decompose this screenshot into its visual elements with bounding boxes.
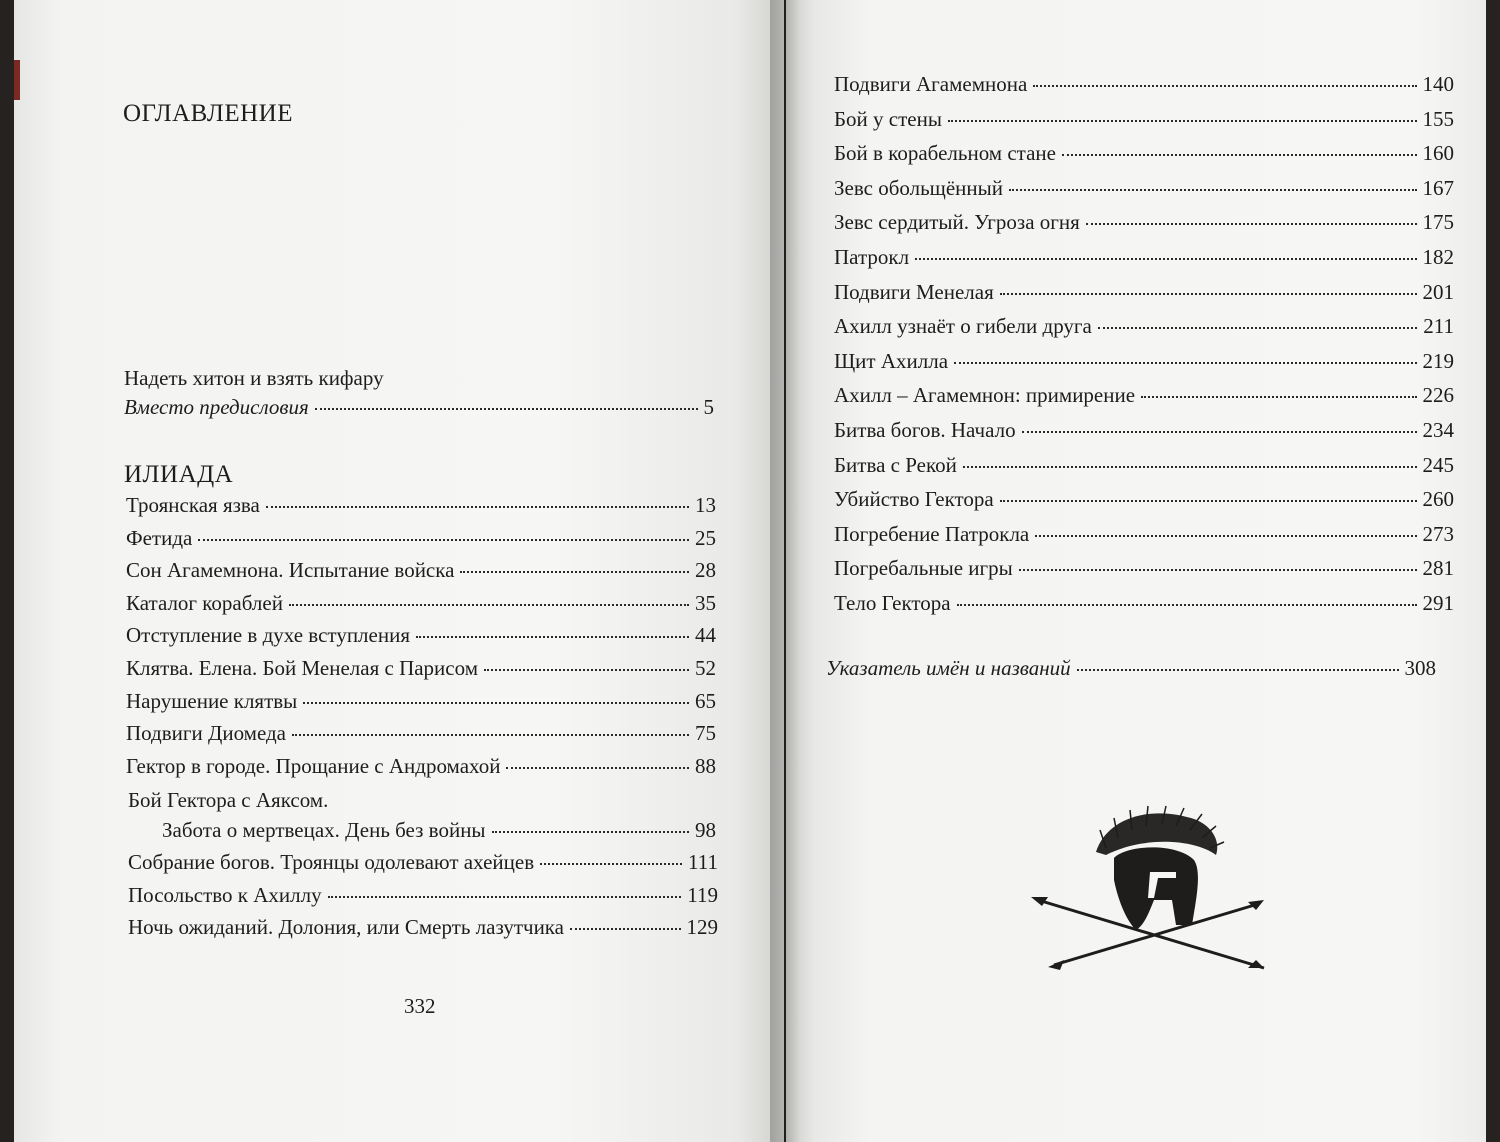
toc-entry-page: 245 bbox=[1422, 452, 1454, 477]
toc-entry-page: 273 bbox=[1422, 521, 1454, 546]
right-page bbox=[786, 0, 1486, 1142]
dot-leader bbox=[1086, 223, 1417, 225]
toc-entry bbox=[126, 721, 716, 746]
dot-leader bbox=[303, 702, 689, 704]
toc-entry bbox=[126, 526, 716, 551]
toc-entry-title: Забота о мертвецах. День без войны bbox=[162, 818, 486, 842]
dot-leader bbox=[1019, 569, 1417, 571]
toc-entry bbox=[834, 453, 1454, 478]
dot-leader bbox=[1009, 189, 1417, 191]
dot-leader bbox=[1033, 85, 1416, 87]
toc-entry-title: Бой у стены bbox=[834, 106, 942, 131]
toc-entry bbox=[834, 522, 1454, 547]
toc-entry-title: Погребение Патрокла bbox=[834, 521, 1030, 546]
toc-entry bbox=[834, 141, 1454, 166]
toc-entry-page: 219 bbox=[1422, 348, 1454, 373]
toc-entry bbox=[834, 72, 1454, 97]
toc-entry bbox=[128, 850, 718, 875]
toc-entry-title: Троянская язва bbox=[126, 493, 260, 517]
toc-entry-page: 291 bbox=[1422, 591, 1454, 615]
toc-entry-page: 52 bbox=[695, 656, 716, 680]
toc-entry-title: Собрание богов. Троянцы одолевают ахейцев bbox=[128, 850, 535, 874]
dot-leader bbox=[1062, 154, 1417, 156]
toc-entry-page: 234 bbox=[1422, 418, 1454, 442]
toc-entry bbox=[126, 591, 716, 616]
dot-leader bbox=[1077, 669, 1399, 671]
dot-leader bbox=[416, 636, 689, 638]
toc-entry bbox=[128, 915, 718, 940]
toc-entry-title: Зевс обольщённый bbox=[834, 175, 1003, 200]
greek-helmet-crossed-spears-icon bbox=[1026, 800, 1276, 980]
toc-entry bbox=[126, 558, 716, 583]
toc-entry-page: 308 bbox=[1404, 656, 1436, 680]
toc-entry-title: Зевс сердитый. Угроза огня bbox=[834, 210, 1080, 235]
dot-leader bbox=[963, 466, 1417, 468]
toc-entry-title: Подвиги Менелая bbox=[834, 279, 994, 304]
dot-leader bbox=[492, 831, 689, 833]
toc-entry-title: Щит Ахилла bbox=[834, 348, 949, 373]
dot-leader bbox=[289, 604, 689, 606]
toc-entry bbox=[126, 754, 716, 779]
toc-entry-title: Сон Агамемнона. Испытание войска bbox=[126, 558, 455, 583]
dot-leader bbox=[1098, 327, 1417, 329]
left-page bbox=[14, 0, 784, 1142]
dot-leader bbox=[460, 571, 689, 573]
toc-entry-title: Каталог кораблей bbox=[126, 590, 283, 615]
toc-entry-page: 44 bbox=[695, 623, 716, 648]
toc-entry-title: Бой в корабельном стане bbox=[834, 141, 1056, 166]
toc-entry-page: 28 bbox=[695, 558, 716, 583]
dot-leader bbox=[266, 506, 689, 508]
dot-leader bbox=[948, 120, 1417, 122]
dot-leader bbox=[1022, 431, 1417, 433]
toc-entry-title: Клятва. Елена. Бой Менелая с Парисом bbox=[126, 656, 479, 680]
dot-leader bbox=[957, 604, 1417, 606]
toc-entry-page: 5 bbox=[703, 395, 714, 419]
toc-entry bbox=[834, 349, 1454, 374]
toc-entry bbox=[834, 418, 1454, 443]
section-title-iliad: ИЛИАДА bbox=[124, 461, 234, 488]
toc-entry-title: Ахилл узнаёт о гибели друга bbox=[834, 314, 1092, 339]
toc-entry-page: 140 bbox=[1422, 72, 1454, 96]
dot-leader bbox=[1000, 500, 1417, 502]
toc-entry-title: Гектор в городе. Прощание с Андромахой bbox=[126, 753, 501, 778]
multiline-entry-line1: Бой Гектора с Аяксом. bbox=[128, 788, 329, 812]
dot-leader bbox=[328, 896, 682, 898]
toc-entry bbox=[834, 556, 1454, 581]
toc-entry-title: Патрокл bbox=[834, 245, 910, 269]
dot-leader bbox=[570, 928, 680, 930]
toc-entry bbox=[128, 883, 718, 908]
toc-entry-page: 160 bbox=[1422, 141, 1454, 166]
toc-entry-page: 226 bbox=[1422, 383, 1454, 408]
toc-entry-index bbox=[826, 656, 1436, 681]
toc-entry bbox=[834, 591, 1454, 616]
toc-entry-page: 25 bbox=[695, 525, 716, 550]
toc-entry bbox=[834, 176, 1454, 201]
toc-entry-title: Убийство Гектора bbox=[834, 487, 994, 512]
toc-entry-page: 167 bbox=[1422, 175, 1454, 200]
toc-entry-title: Нарушение клятвы bbox=[126, 688, 298, 713]
toc-entry-title: Тело Гектора bbox=[834, 591, 951, 615]
toc-entry-page: 175 bbox=[1422, 210, 1454, 235]
toc-entry-title: Фетида bbox=[126, 525, 193, 550]
toc-entry-page: 75 bbox=[695, 721, 716, 746]
toc-entry-page: 211 bbox=[1423, 314, 1454, 339]
toc-entry bbox=[834, 245, 1454, 270]
dot-leader bbox=[506, 767, 689, 769]
toc-entry-page: 98 bbox=[695, 818, 716, 842]
toc-entry-title: Ахилл – Агамемнон: примирение bbox=[834, 383, 1136, 408]
toc-entry-title: Погребальные игры bbox=[834, 556, 1013, 581]
dot-leader bbox=[540, 863, 682, 865]
dot-leader bbox=[484, 669, 689, 671]
dot-leader bbox=[954, 362, 1416, 364]
toc-entry-title: Подвиги Диомеда bbox=[126, 721, 287, 746]
toc-entry-title: Подвиги Агамемнона bbox=[834, 72, 1028, 96]
toc-entry-page: 182 bbox=[1422, 245, 1454, 269]
toc-entry-page: 111 bbox=[688, 850, 718, 874]
toc-entry bbox=[834, 487, 1454, 512]
toc-entry bbox=[126, 656, 716, 681]
toc-entry-page: 129 bbox=[686, 915, 718, 940]
toc-entry-title: Посольство к Ахиллу bbox=[128, 882, 322, 907]
toc-entry-title: Указатель имён и названий bbox=[826, 656, 1071, 680]
toc-entry-title: Отступление в духе вступления bbox=[126, 623, 410, 648]
toc-entry-page: 155 bbox=[1422, 106, 1454, 131]
toc-entry bbox=[834, 383, 1454, 408]
toc-entry-page: 119 bbox=[687, 882, 718, 907]
toc-entry bbox=[126, 689, 716, 714]
toc-entry-page: 88 bbox=[695, 753, 716, 778]
toc-entry-title: Битва с Рекой bbox=[834, 452, 957, 477]
toc-heading: ОГЛАВЛЕНИЕ bbox=[123, 100, 293, 127]
toc-entry-page: 35 bbox=[695, 590, 716, 615]
dot-leader bbox=[1141, 396, 1416, 398]
dot-leader bbox=[915, 258, 1416, 260]
toc-entry-page: 281 bbox=[1422, 556, 1454, 581]
toc-entry bbox=[126, 493, 716, 518]
toc-entry bbox=[834, 210, 1454, 235]
dot-leader bbox=[1035, 535, 1416, 537]
toc-entry bbox=[834, 107, 1454, 132]
toc-entry-multiline bbox=[162, 818, 716, 843]
toc-entry-title: Ночь ожиданий. Долония, или Смерть лазутчика bbox=[128, 915, 565, 940]
toc-entry-title: Вместо предисловия bbox=[124, 395, 309, 419]
intro-title: Надеть хитон и взять кифару bbox=[124, 366, 384, 390]
toc-entry bbox=[834, 280, 1454, 305]
dot-leader bbox=[315, 408, 698, 410]
dot-leader bbox=[198, 539, 689, 541]
toc-entry-page: 260 bbox=[1422, 487, 1454, 512]
page-edge-marker bbox=[14, 60, 20, 100]
toc-entry-page: 201 bbox=[1422, 279, 1454, 304]
page-number: 332 bbox=[404, 994, 436, 1018]
toc-entry-page: 65 bbox=[695, 688, 716, 713]
toc-entry-page: 13 bbox=[695, 493, 716, 517]
toc-entry bbox=[834, 314, 1454, 339]
toc-entry-preface bbox=[124, 395, 714, 420]
dot-leader bbox=[292, 734, 689, 736]
toc-entry bbox=[126, 623, 716, 648]
toc-entry-title: Битва богов. Начало bbox=[834, 418, 1016, 442]
dot-leader bbox=[1000, 293, 1417, 295]
